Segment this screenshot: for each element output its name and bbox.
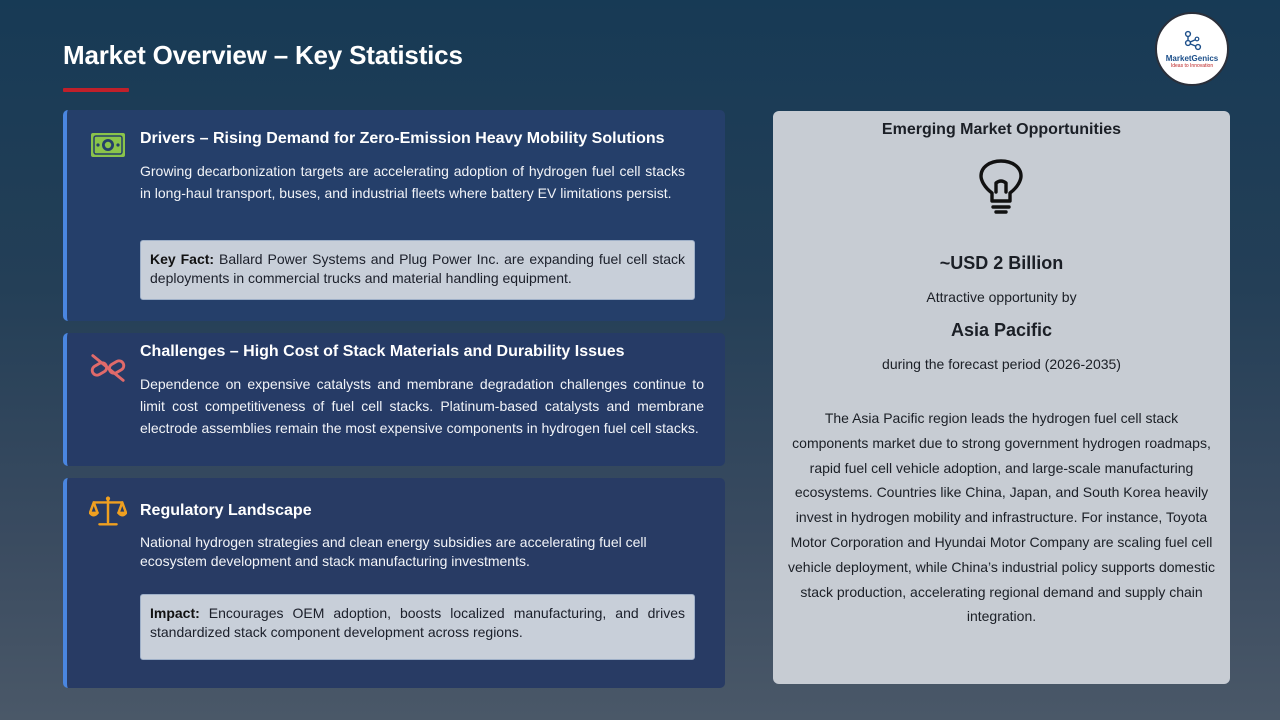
challenges-card xyxy=(63,333,725,466)
company-logo xyxy=(1155,12,1229,86)
challenges-heading: Challenges – High Cost of Stack Materials and Durability Issues xyxy=(140,343,625,360)
challenges-body: Dependence on expensive catalysts and membrane degradation challenges continue to limit cost competitiveness of fuel cell stacks. Platinum-based catalysts and membrane electrode assemblies remain the most expensive components in hydrogen fuel cell stacks. xyxy=(140,376,704,436)
money-icon xyxy=(89,130,127,160)
opportunities-panel xyxy=(773,111,1230,684)
title-underline xyxy=(63,88,129,92)
network-icon xyxy=(1180,29,1204,53)
impact-box xyxy=(140,594,695,660)
key-fact-text: Ballard Power Systems and Plug Power Inc. are expanding fuel cell stack deployments in commercial trucks and material handling equipment. xyxy=(150,251,685,286)
drivers-heading: Drivers – Rising Demand for Zero-Emission Heavy Mobility Solutions xyxy=(140,130,665,147)
key-fact-box xyxy=(140,240,695,300)
scales-icon xyxy=(89,496,127,526)
panel-title: Emerging Market Opportunities xyxy=(881,121,1122,138)
page-title: Market Overview – Key Statistics xyxy=(63,40,463,70)
region-name: Asia Pacific xyxy=(950,320,1053,340)
logo-name: MarketGenics xyxy=(1165,54,1219,63)
drivers-card xyxy=(63,110,725,321)
lightbulb-icon xyxy=(978,159,1024,220)
regulatory-body: National hydrogen strategies and clean energy subsidies are accelerating fuel cell ecosystem development and stack manufacturing investments. xyxy=(140,534,647,569)
regulatory-heading: Regulatory Landscape xyxy=(140,502,312,519)
impact-label: Impact: xyxy=(150,605,200,621)
forecast-period: during the forecast period (2026-2035) xyxy=(882,356,1121,372)
broken-link-icon xyxy=(89,353,127,383)
opportunity-line: Attractive opportunity by xyxy=(926,289,1077,305)
impact-text: Encourages OEM adoption, boosts localized manufacturing, and drives standardized stack component development across regions. xyxy=(150,605,685,640)
market-value: ~USD 2 Billion xyxy=(939,253,1064,273)
logo-tagline: Ideas to Innovation xyxy=(1170,63,1214,69)
drivers-body: Growing decarbonization targets are accelerating adoption of hydrogen fuel cell stacks in long-haul transport, buses, and industrial fleets where battery EV limitations persist. xyxy=(140,163,685,201)
key-fact-label: Key Fact: xyxy=(150,251,215,267)
panel-description: The Asia Pacific region leads the hydrogen fuel cell stack components market due to strong government hydrogen roadmaps, rapid fuel cell vehicle adoption, and large-scale manufacturing ecosystems. Countries like China, Japan, and South Korea heavily invest in hydrogen mobility and infrastructure. For instance, Toyota Motor Corporation and Hyundai Motor Company are scaling fuel cell vehicle deployment, while China’s industrial policy supports domestic stack production, accelerating regional demand and supply chain integration. xyxy=(788,410,1215,625)
regulatory-card xyxy=(63,478,725,688)
